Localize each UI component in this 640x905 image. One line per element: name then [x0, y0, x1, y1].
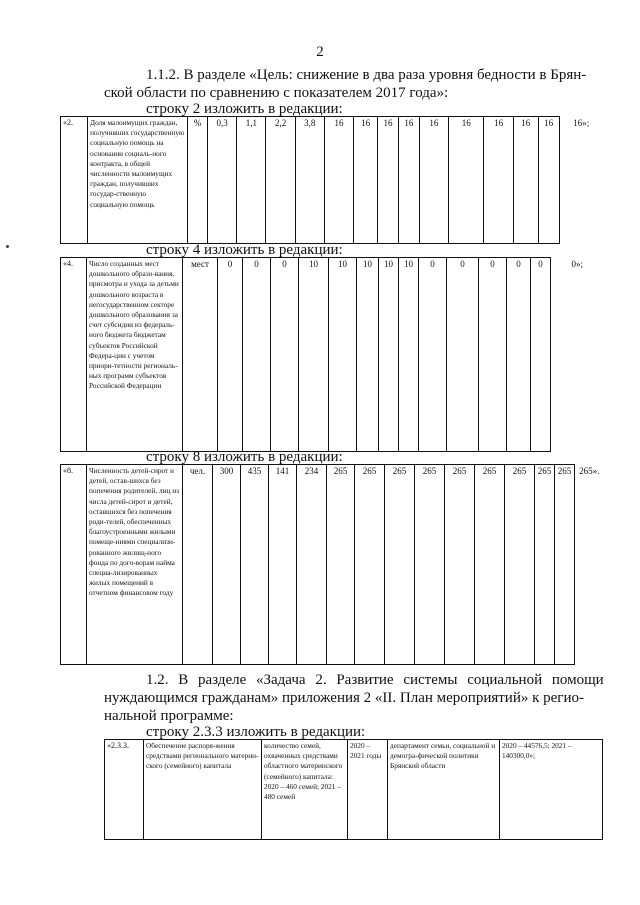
row-number: «8.: [61, 465, 87, 665]
section-1-line1: 1.1.2. В разделе «Цель: снижение в два раза уровня бедности в Брян-: [146, 67, 587, 83]
value-cell: 265: [385, 465, 415, 665]
row4-table: [60, 257, 604, 452]
value-cell: 16: [419, 117, 448, 244]
value-cell: 10: [357, 258, 379, 452]
value-cell: 265: [475, 465, 505, 665]
value-cell: 265: [415, 465, 445, 665]
funding-cell: 2020 – 44576,5; 2021 – 140300,0»;: [500, 740, 603, 840]
value-cell: 0: [218, 258, 243, 452]
value-cell: 265: [327, 465, 355, 665]
section-2-line1: 1.2. В разделе «Задача 2. Развитие системы социальной помощи: [146, 672, 604, 688]
value-cell: 16: [324, 117, 353, 244]
value-cell: 16: [513, 117, 538, 244]
value-cell: 141: [269, 465, 297, 665]
value-cell: 435: [241, 465, 269, 665]
period-cell: 2020 – 2021 годы: [348, 740, 388, 840]
row233-table: [104, 739, 603, 840]
value-cell: 0: [271, 258, 299, 452]
value-cell: 265: [445, 465, 475, 665]
value-cell: 0: [479, 258, 507, 452]
unit-cell: чел.: [183, 465, 213, 665]
value-cell: 16: [449, 117, 484, 244]
value-cell: 0: [419, 258, 447, 452]
value-cell-last: 0»;: [571, 258, 583, 269]
value-cell: 265: [505, 465, 535, 665]
value-cell: 2,2: [266, 117, 295, 244]
row-number: «4.: [61, 258, 87, 452]
row8-heading: строку 8 изложить в редакции:: [146, 449, 343, 465]
value-cell: 16: [484, 117, 513, 244]
row4-heading: строку 4 изложить в редакции:: [146, 242, 343, 258]
indicator-name: Доля малоимущих граждан, получивших государственную социальную помощь на основании социаль-ного контракта, в общей численности малоимущих граждан, получивших государ-ственную социальную помощь: [88, 117, 188, 244]
value-cell: 10: [399, 258, 419, 452]
section-2-line2: нуждающимся гражданам» приложения 2 «II. План мероприятий» к регио-: [104, 690, 584, 706]
value-cell: 16: [354, 117, 378, 244]
row-number: «2.: [61, 117, 88, 244]
value-cell: 16: [538, 117, 559, 244]
section-2-line3: нальной программе:: [104, 708, 234, 724]
value-cell-last: 16»;: [573, 117, 590, 128]
indicator-name: Численность детей-сирот и детей, остав-шихся без попечения родителей, лиц из числа детей-сирот и детей, оставшихся без попечения роди-телей, обеспеченных благоустроенными жилыми помеще-ниями специализи-рованного жилищ-ного фонда по дого-ворам найма специа-лизированных жилых помещений в отчетном финансовом году: [87, 465, 183, 665]
indicator-name: Число созданных мест дошкольного образо-вания, присмотра и ухода за детьми дошкольного возраста в негосударственном секторе дошкольного образования за счет субсидии из федераль-ного бюджета бюджетам субъектов Российской Федера-ции с учетом приори-тетности региональ-ных программ субъектов Российской Федерации: [87, 258, 183, 452]
page-number: 2: [316, 44, 324, 60]
value-cell-last: 265».: [579, 465, 600, 476]
value-cell: 265: [535, 465, 555, 665]
indicator-cell: количество семей, охваченных средствами областного материнского (семейного) капитала: 2020 – 460 семей; 2021 – 480 семей: [262, 740, 348, 840]
value-cell: 300: [213, 465, 241, 665]
margin-mark: [6, 245, 9, 248]
row233-heading: строку 2.3.3 изложить в редакции:: [146, 724, 366, 740]
value-cell: 16: [398, 117, 419, 244]
row8-table: [60, 464, 604, 665]
row-number: «2.3.3.: [105, 740, 144, 840]
value-cell: 234: [297, 465, 327, 665]
value-cell: 265: [555, 465, 575, 665]
value-cell: 0,3: [208, 117, 237, 244]
value-cell: 0: [447, 258, 479, 452]
measure-name: Обеспечение распоря-жения средствами регионального материн-ского (семейного) капитала: [144, 740, 262, 840]
unit-cell: мест: [183, 258, 218, 452]
value-cell: 0: [531, 258, 551, 452]
value-cell: 0: [243, 258, 271, 452]
value-cell: 10: [329, 258, 357, 452]
value-cell: 0: [507, 258, 531, 452]
executor-cell: департамент семьи, социальной и демогра-фической политики Брянской области: [388, 740, 500, 840]
row2-table: [60, 116, 603, 244]
section-1-line2: ской области по сравнению с показателем 2017 года»:: [104, 85, 449, 101]
value-cell: 265: [355, 465, 385, 665]
value-cell: 3,8: [295, 117, 324, 244]
value-cell: 10: [379, 258, 399, 452]
row2-heading: строку 2 изложить в редакции:: [146, 101, 343, 117]
unit-cell: %: [188, 117, 208, 244]
value-cell: 16: [378, 117, 399, 244]
value-cell: 1,1: [237, 117, 266, 244]
value-cell: 10: [299, 258, 329, 452]
